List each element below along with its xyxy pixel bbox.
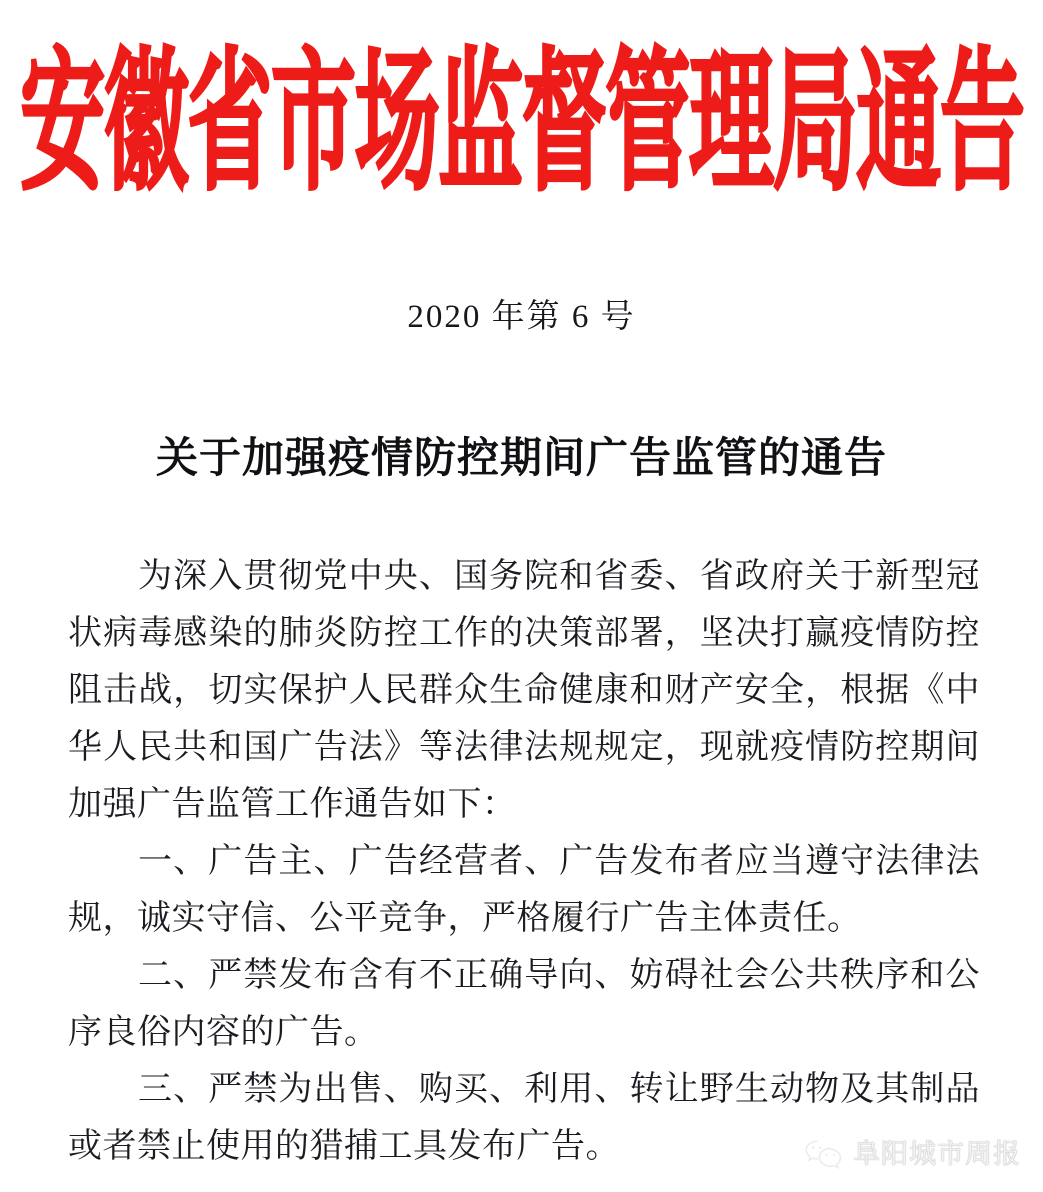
masthead-title: 安徽省市场监督管理局通告 bbox=[19, 39, 1024, 209]
body-paragraph: 三、严禁为出售、购买、利用、转让野生动物及其制品或者禁止使用的猎捕工具发布广告。 bbox=[68, 1071, 980, 1165]
body-paragraph: 二、严禁发布含有不正确导向、妨碍社会公共秩序和公序良俗内容的广告。 bbox=[68, 957, 980, 1051]
watermark-label: 阜阳城市周报 bbox=[853, 1139, 1021, 1169]
wechat-icon bbox=[804, 1138, 844, 1170]
document-subtitle: 关于加强疫情防控期间广告监管的通告 bbox=[155, 436, 887, 482]
body-paragraph: 为深入贯彻党中央、国务院和省委、省政府关于新型冠状病毒感染的肺炎防控工作的决策部署，坚决打赢疫情防控阻击战，切实保护人民群众生命健康和财产安全，根据《中华人民共和国广告法》等法律法规规定，现就疫情防控期间加强广告监管工作通告如下： bbox=[68, 558, 980, 823]
watermark bbox=[804, 1138, 1021, 1170]
document-body bbox=[68, 548, 980, 1175]
body-paragraph: 一、广告主、广告经营者、广告发布者应当遵守法律法规，诚实守信、公平竞争，严格履行广告主体责任。 bbox=[68, 843, 980, 937]
issue-number: 2020 年第 6 号 bbox=[407, 299, 636, 335]
masthead bbox=[0, 39, 1043, 209]
